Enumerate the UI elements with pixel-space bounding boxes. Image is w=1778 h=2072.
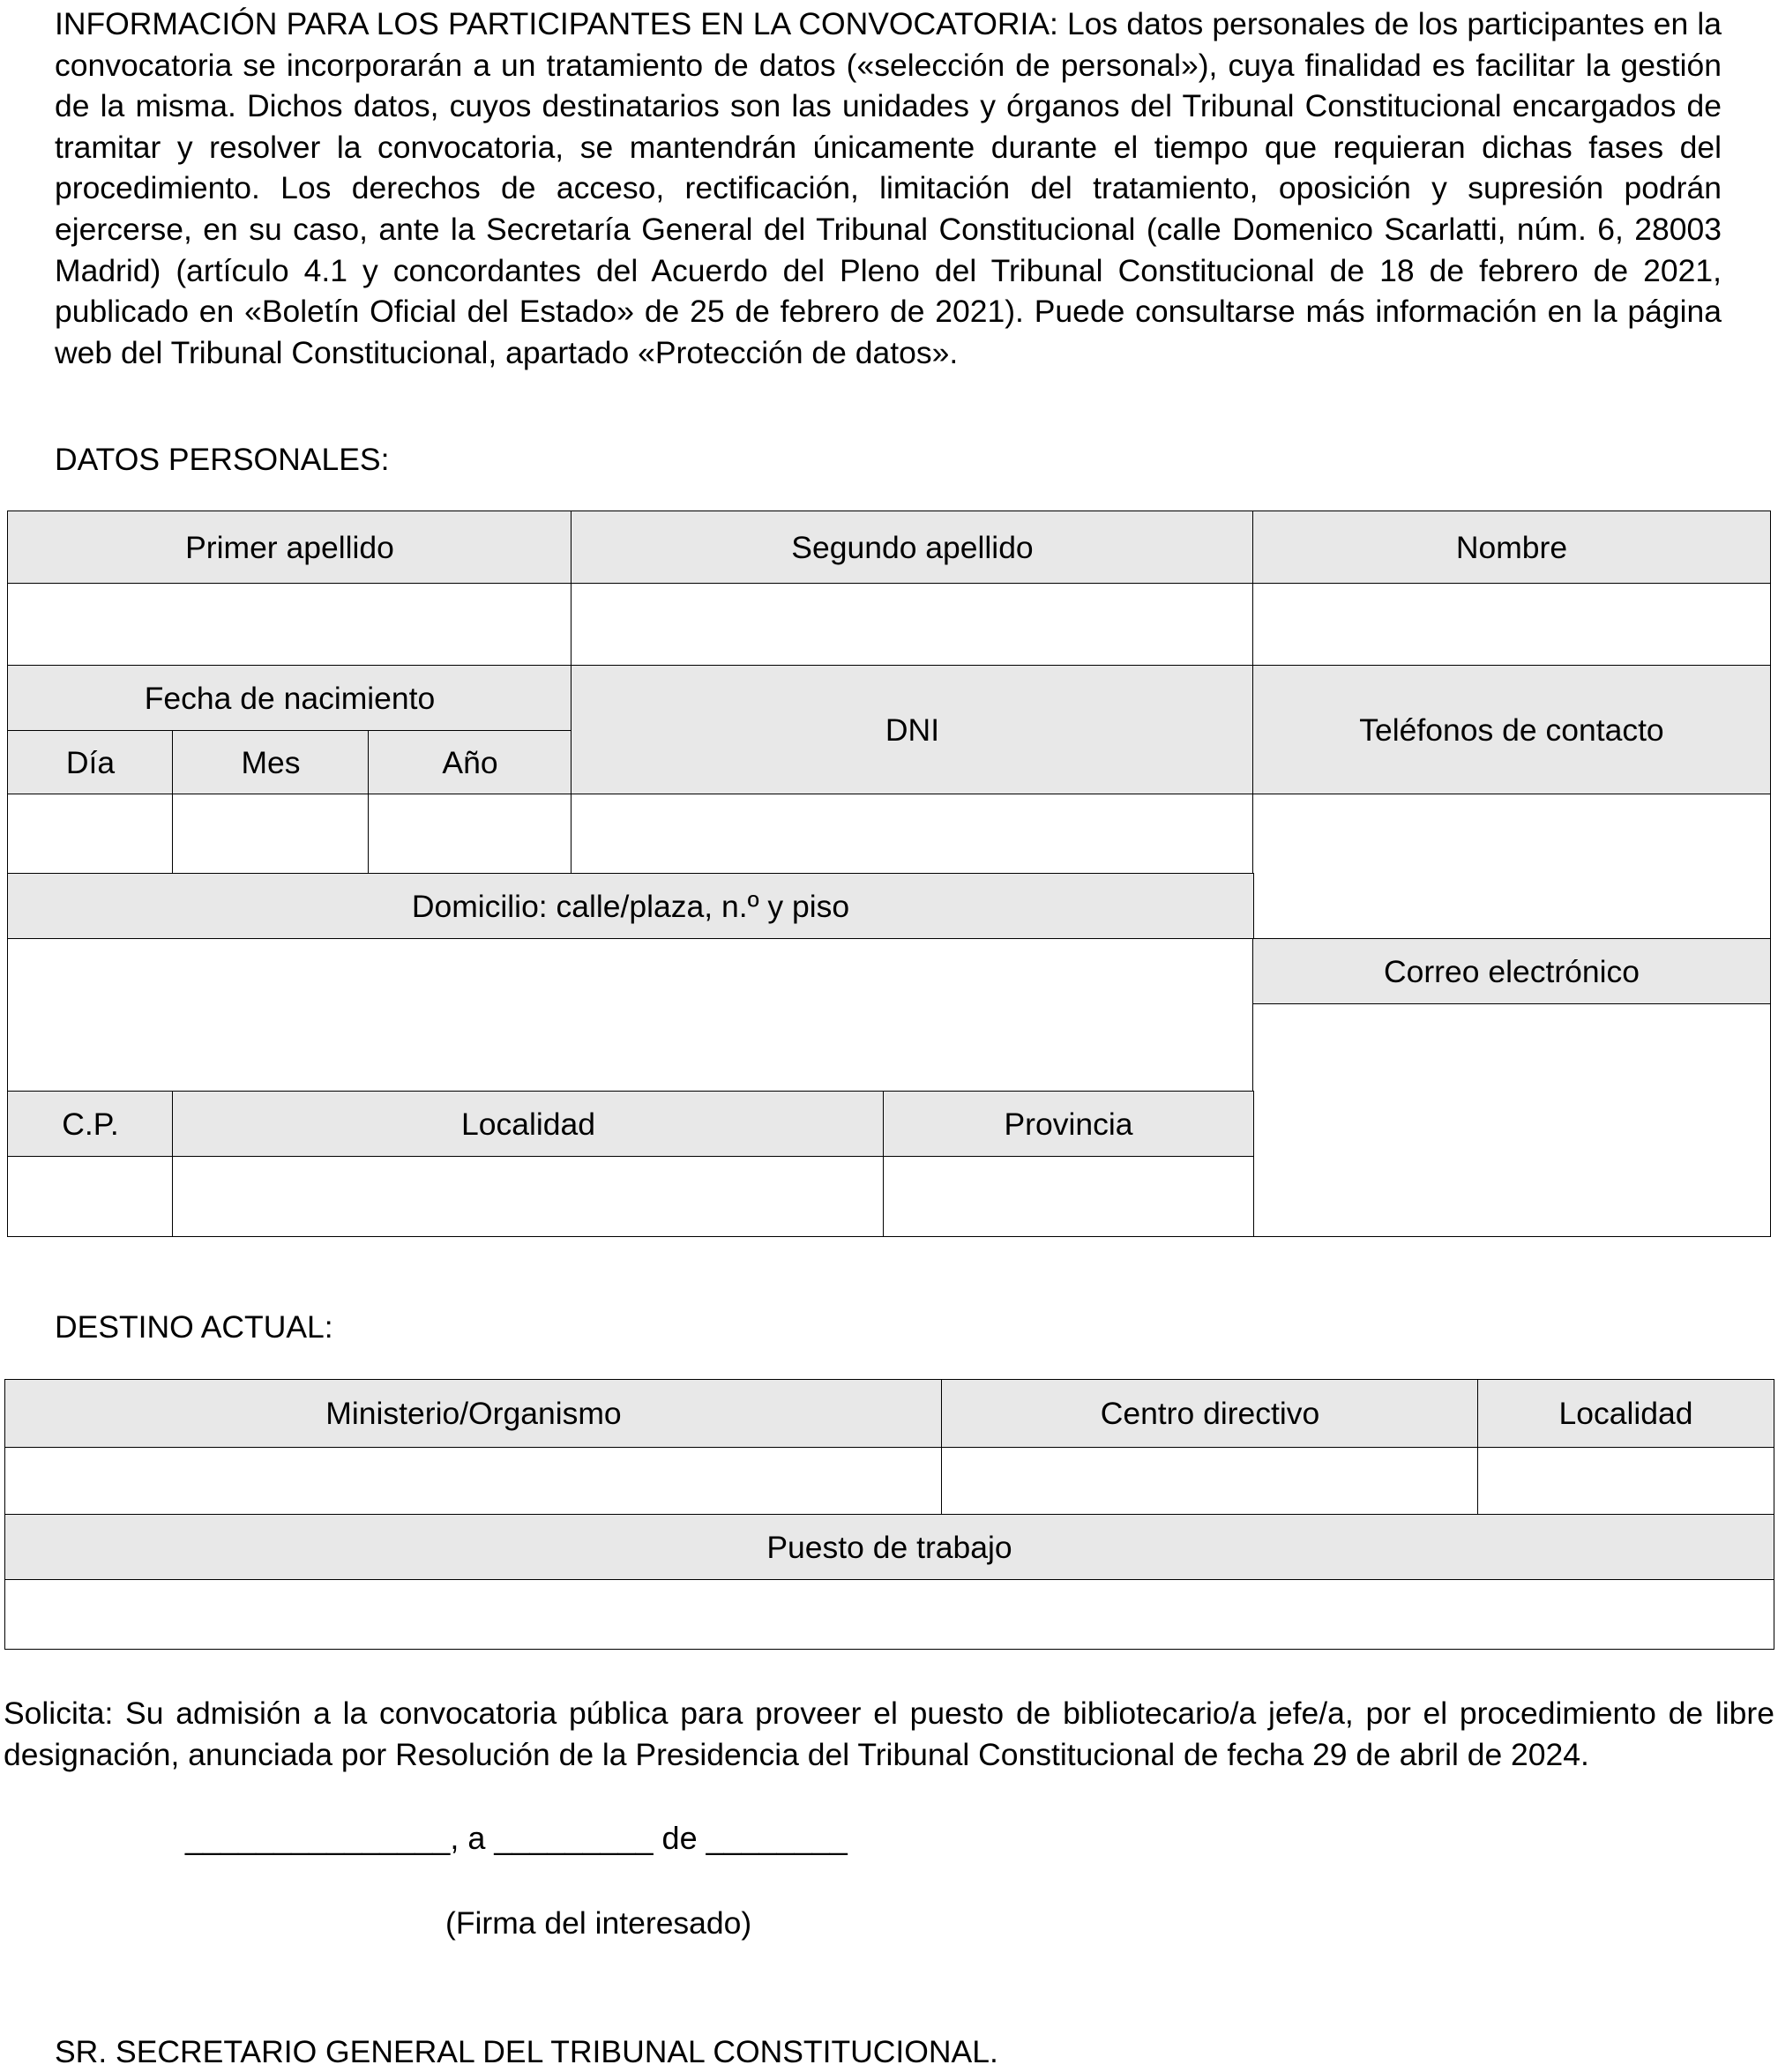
header-nombre: Nombre [1252,511,1771,585]
field-localidad-destino[interactable] [1477,1447,1774,1516]
header-ministerio: Ministerio/Organismo [4,1379,943,1449]
header-primer-apellido: Primer apellido [7,511,572,585]
field-cp[interactable] [7,1156,174,1237]
header-provincia: Provincia [883,1091,1254,1158]
field-telefonos[interactable] [1252,794,1771,940]
info-paragraph: INFORMACIÓN PARA LOS PARTICIPANTES EN LA CONVOCATORIA: Los datos personales de los participantes en la convocatoria se incorporarán a un tratamiento de datos («selección de personal»), cuya finalidad es facilitar la gestión de la misma. Dichos datos, cuyos destinatarios son las unidades y órganos del Tribunal Constitucional encargados de tramitar y resolver la convocatoria, se mantendrán únicamente durante el tiempo que requieran dichas fases del procedimiento. Los derechos de acceso, rectificación, limitación del tratamiento, oposición y supresión podrán ejercerse, en su caso, ante la Secretaría General del Tribunal Constitucional (calle Domenico Scarlatti, núm. 6, 28003 Madrid) (artículo 4.1 y concordantes del Acuerdo del Pleno del Tribunal Constitucional de 18 de febrero de 2021, publicado en «Boletín Oficial del Estado» de 25 de febrero de 2021). Puede consultarse más información en la página web del Tribunal Constitucional, apartado «Protección de datos». [55,6,1722,370]
header-telefonos: Teléfonos de contacto [1252,665,1771,795]
header-domicilio: Domicilio: calle/plaza, n.º y piso [7,873,1254,940]
field-mes[interactable] [172,794,370,875]
header-correo: Correo electrónico [1252,938,1771,1005]
header-mes: Mes [172,730,370,795]
field-domicilio[interactable] [7,938,1254,1092]
field-anio[interactable] [368,794,572,875]
field-segundo-apellido[interactable] [571,583,1254,667]
datos-personales-heading: DATOS PERSONALES: [55,442,390,477]
field-provincia[interactable] [883,1156,1254,1237]
field-primer-apellido[interactable] [7,583,572,667]
header-segundo-apellido: Segundo apellido [571,511,1254,585]
header-localidad-destino: Localidad [1477,1379,1774,1449]
header-centro-directivo: Centro directivo [941,1379,1479,1449]
header-fecha-nacimiento: Fecha de nacimiento [7,665,572,732]
field-localidad[interactable] [172,1156,885,1237]
addressee-footer: SR. SECRETARIO GENERAL DEL TRIBUNAL CONSTITUCIONAL. [55,2034,998,2069]
signature-caption: (Firma del interesado) [445,1905,752,1941]
field-centro-directivo[interactable] [941,1447,1479,1516]
destino-actual-heading: DESTINO ACTUAL: [55,1309,333,1345]
field-ministerio[interactable] [4,1447,943,1516]
field-correo[interactable] [1252,1003,1771,1237]
header-anio: Año [368,730,572,795]
header-dni: DNI [571,665,1254,795]
header-dia: Día [7,730,174,795]
header-cp: C.P. [7,1091,174,1158]
field-nombre[interactable] [1252,583,1771,667]
field-dni[interactable] [571,794,1254,875]
header-localidad: Localidad [172,1091,885,1158]
field-dia[interactable] [7,794,174,875]
date-place-line: _______________, a _________ de ________ [185,1820,848,1856]
solicita-paragraph: Solicita: Su admisión a la convocatoria pública para proveer el puesto de bibliotecario/a jefe/a, por el procedimiento de libre designación, anunciada por Resolución de la Presidencia del Tribunal Constitucional de fecha 29 de abril de 2024. [4,1696,1774,1772]
field-puesto-trabajo[interactable] [4,1579,1774,1650]
header-puesto-trabajo: Puesto de trabajo [4,1514,1774,1581]
